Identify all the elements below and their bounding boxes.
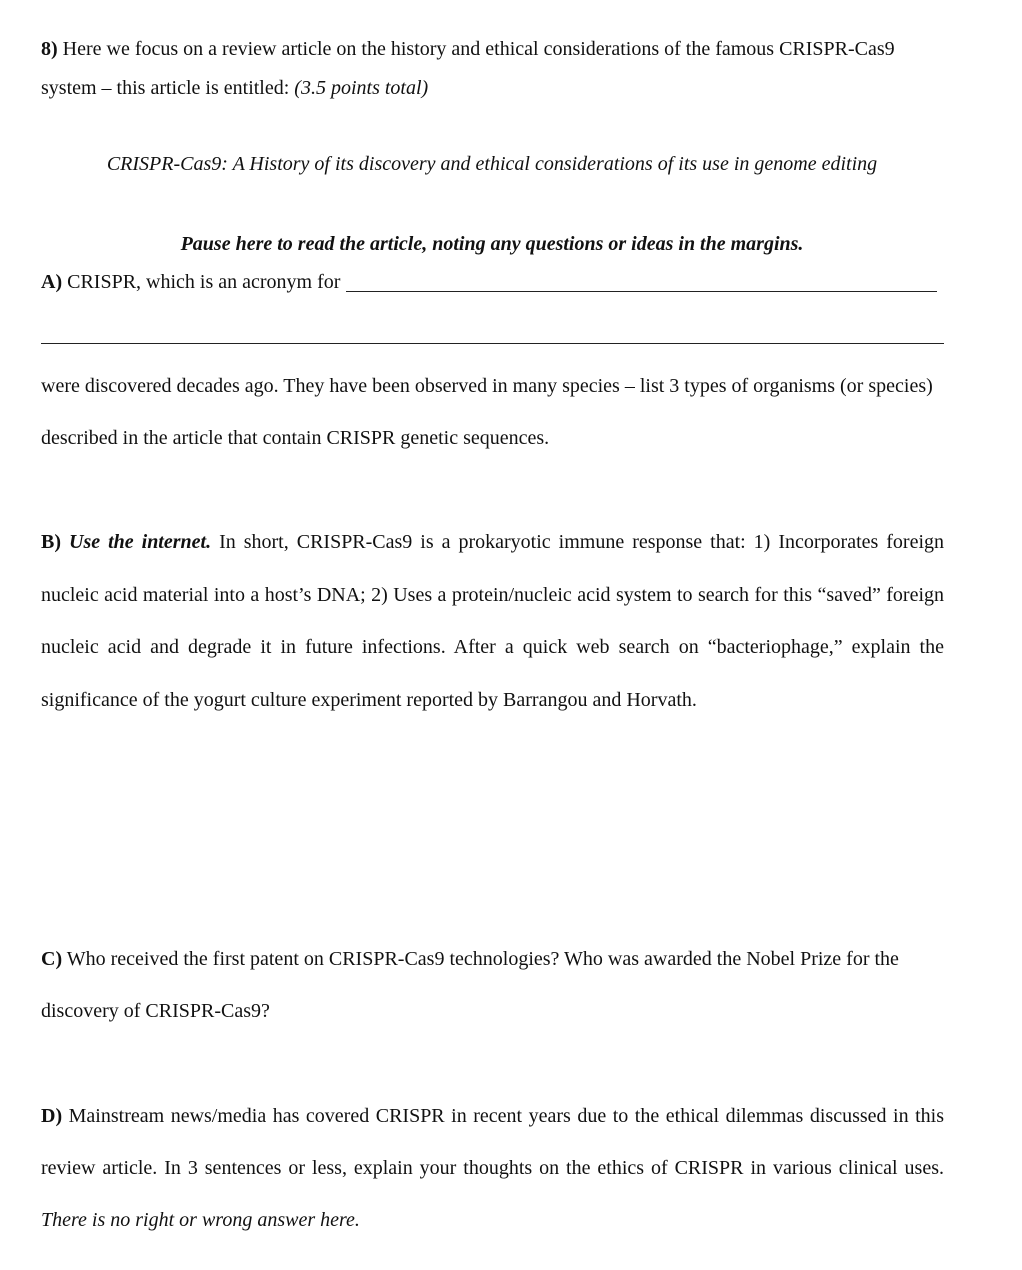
part-d-label: D) bbox=[41, 1105, 63, 1127]
part-a-answer-line-2[interactable] bbox=[41, 343, 944, 344]
part-c-label: C) bbox=[41, 948, 63, 970]
part-c bbox=[41, 933, 944, 1037]
part-a-label: A) bbox=[41, 271, 63, 293]
part-b bbox=[41, 516, 944, 726]
pause-instruction: Pause here to read the article, noting any questions or ideas in the margins. bbox=[180, 233, 804, 255]
part-a-answer-blank[interactable] bbox=[346, 269, 937, 292]
question-8-text: Here we focus on a review article on the history and ethical considerations of the famous CRISPR-Cas9 system – this article is entitled: bbox=[41, 38, 895, 99]
part-d-text: Mainstream news/media has covered CRISPR in recent years due to the ethical dilemmas discussed in this review article. In 3 sentences or less, explain your thoughts on the ethics of CRISPR in various clinical uses. bbox=[41, 1105, 945, 1179]
part-a-prompt: CRISPR, which is an acronym for bbox=[67, 271, 341, 293]
part-d bbox=[41, 1090, 944, 1246]
part-b-label: B) bbox=[41, 531, 61, 553]
part-a-prompt-row bbox=[41, 266, 937, 298]
question-8-number: 8) bbox=[41, 38, 58, 60]
part-d-note: There is no right or wrong answer here. bbox=[41, 1209, 360, 1231]
part-b-text: In short, CRISPR-Cas9 is a prokaryotic immune response that: 1) Incorporates foreign nucleic acid material into a host’s DNA; 2) Uses a protein/nucleic acid system to search for this “saved” foreign nucleic acid and degrade it in future infections. After a quick web search on “bacteriophage,” explain the significance of the yogurt culture experiment reported by Barrangou and Horvath. bbox=[41, 531, 945, 711]
article-title: CRISPR-Cas9: A History of its discovery and ethical considerations of its use in genome editing bbox=[106, 153, 878, 175]
part-a-continuation: were discovered decades ago. They have been observed in many species – list 3 types of organisms (or species) described in the article that contain CRISPR genetic sequences. bbox=[41, 375, 933, 449]
question-8-points: (3.5 points total) bbox=[294, 77, 429, 99]
part-b-emphasis: Use the internet. bbox=[69, 531, 212, 553]
question-8 bbox=[41, 30, 944, 108]
part-c-text: Who received the first patent on CRISPR-Cas9 technologies? Who was awarded the Nobel Prize for the discovery of CRISPR-Cas9? bbox=[41, 948, 899, 1022]
